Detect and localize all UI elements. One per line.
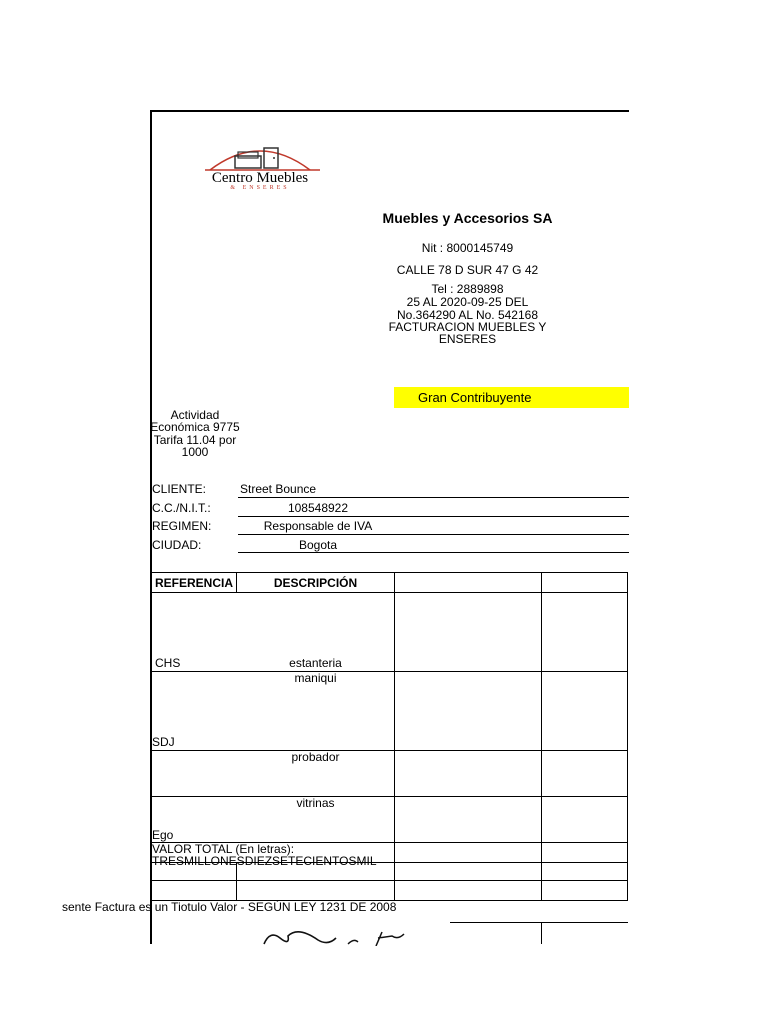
client-value: Street Bounce <box>240 482 317 496</box>
regimen-underline <box>238 534 629 535</box>
company-address: CALLE 78 D SUR 47 G 42 <box>396 263 539 277</box>
activity-line-1: Actividad <box>170 408 220 422</box>
client-label: CLIENTE: <box>152 482 207 496</box>
row-divider-6 <box>150 880 628 881</box>
row-4-ref: Ego <box>152 828 174 842</box>
row-4-desc: vitrinas <box>296 796 335 810</box>
row-1-desc: estanteria <box>289 656 342 670</box>
company-nit: Nit : 8000145749 <box>421 241 514 255</box>
ciudad-underline <box>238 552 629 553</box>
signature-box-top <box>450 922 628 923</box>
frame-top-border <box>150 110 629 112</box>
total-label: VALOR TOTAL (En letras): <box>152 842 295 856</box>
ciudad-value: Bogota <box>298 538 338 552</box>
regimen-label: REGIMEN: <box>152 519 212 533</box>
signature-image <box>258 922 450 946</box>
regimen-value: Responsable de IVA <box>263 519 373 533</box>
company-logo <box>180 138 340 198</box>
client-underline <box>238 497 629 498</box>
logo-subtitle: & ENSERES <box>230 185 290 191</box>
nit-label: C.C./N.I.T.: <box>152 501 211 515</box>
company-name: Muebles y Accesorios SA <box>382 210 553 226</box>
total-value: TRESMILLONESDIEZSETECIENTOSMIL <box>152 854 377 868</box>
column-header-referencia: REFERENCIA <box>154 576 233 590</box>
signature-icon <box>258 922 450 946</box>
row-2-desc: maniqui <box>294 671 337 685</box>
resolution-line-2: No.364290 AL No. 542168 <box>396 308 538 322</box>
table-header-bottom <box>150 592 628 593</box>
activity-line-3: Tarifa 11.04 por <box>153 433 237 447</box>
table-top-border <box>150 572 628 573</box>
col-divider-signature <box>541 922 542 944</box>
column-header-descripcion: DESCRIPCIÓN <box>273 576 358 590</box>
logo-wordmark: Centro Muebles <box>211 170 309 186</box>
activity-line-2: Económica 9775 <box>150 420 240 434</box>
ciudad-label: CIUDAD: <box>152 538 202 552</box>
nit-value: 108548922 <box>287 501 349 515</box>
table-right-border <box>627 572 628 900</box>
col-divider-qty <box>541 572 542 900</box>
activity-line-4: 1000 <box>181 445 209 459</box>
taxpayer-status: Gran Contribuyente <box>418 390 532 405</box>
company-phone: Tel : 2889898 <box>431 282 504 296</box>
resolution-line-1: 25 AL 2020-09-25 DEL <box>406 295 529 309</box>
row-3-desc: probador <box>291 750 340 764</box>
resolution-line-4: ENSERES <box>438 332 497 346</box>
nit-underline <box>238 516 629 517</box>
row-2-ref: SDJ <box>152 735 175 749</box>
legal-notice: sente Factura es un Tiotulo Valor - SEGÚN LEY 1231 DE 2008 <box>62 900 397 914</box>
col-divider-desc <box>394 572 395 900</box>
resolution-line-3: FACTURACION MUEBLES Y <box>388 320 547 334</box>
row-1-ref: CHS <box>155 656 181 670</box>
